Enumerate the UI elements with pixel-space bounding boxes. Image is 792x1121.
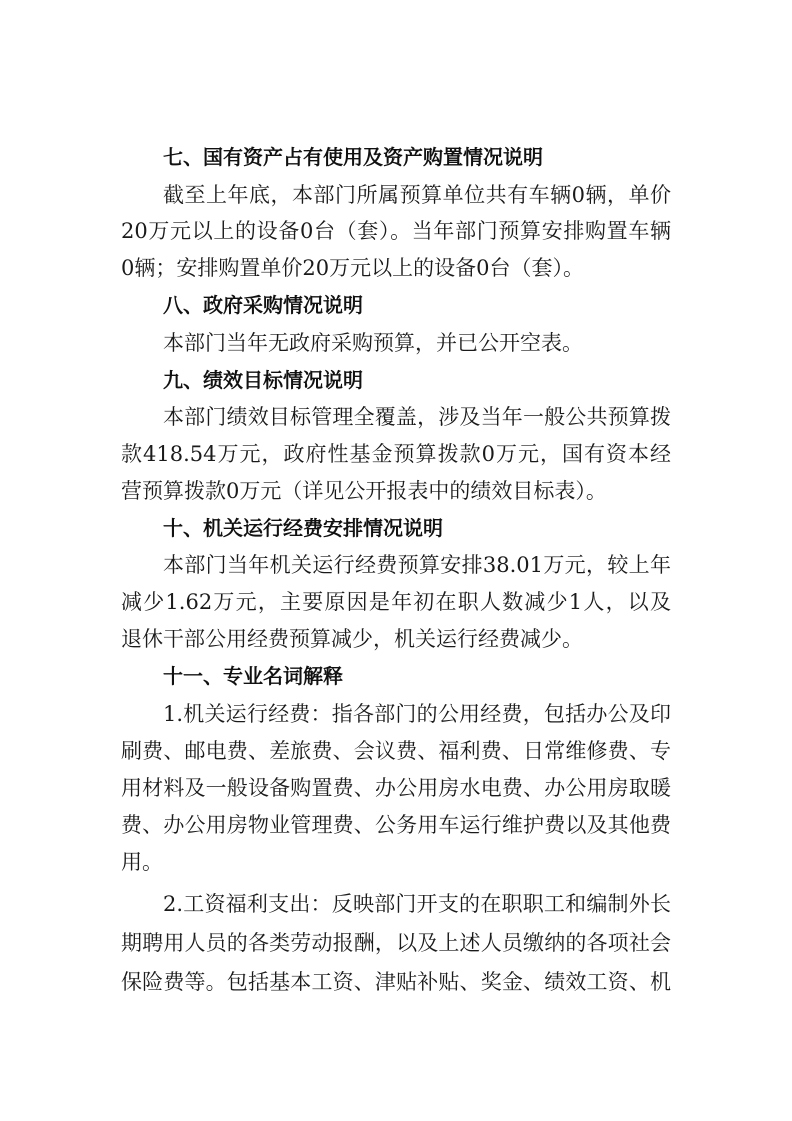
section-9-line-3: 营预算拨款0万元（详见公开报表中的绩效目标表）。 [121,479,607,503]
term-2-line-1: 2.工资福利支出：反映部门开支的在职职工和编制外长 [163,892,671,916]
section-11-heading: 十一、专业名词解释 [163,664,343,688]
section-8-heading: 八、政府采购情况说明 [163,293,363,317]
term-2-line-3: 保险费等。包括基本工资、津贴补贴、奖金、绩效工资、机 [121,970,671,994]
section-7-heading: 七、国有资产占有使用及资产购置情况说明 [163,145,543,169]
term-1-line-1: 1.机关运行经费：指各部门的公用经费，包括办公及印 [163,702,671,726]
term-1-line-2: 刷费、邮电费、差旅费、会议费、福利费、日常维修费、专 [121,739,671,763]
section-9-heading: 九、绩效目标情况说明 [163,368,363,392]
section-10-line-2: 减少1.62万元，主要原因是年初在职人数减少1人，以及 [121,590,671,614]
term-1-line-4: 费、办公用房物业管理费、公务用车运行维护费以及其他费 [121,813,671,837]
section-10-line-1: 本部门当年机关运行经费预算安排38.01万元，较上年 [163,553,671,577]
section-8-line-1: 本部门当年无政府采购预算，并已公开空表。 [163,331,583,355]
section-10-line-3: 退休干部公用经费预算减少，机关运行经费减少。 [121,627,583,651]
section-7-line-3: 0辆；安排购置单价20万元以上的设备0台（套）。 [121,256,584,280]
section-9-line-2: 款418.54万元，政府性基金预算拨款0万元，国有资本经 [121,442,671,466]
section-7-line-2: 20万元以上的设备0台（套）。当年部门预算安排购置车辆 [121,219,671,243]
section-9-line-1: 本部门绩效目标管理全覆盖，涉及当年一般公共预算拨 [163,405,671,429]
term-1-line-3: 用材料及一般设备购置费、办公用房水电费、办公用房取暖 [121,776,671,800]
term-2-line-2: 期聘用人员的各类劳动报酬，以及上述人员缴纳的各项社会 [121,931,671,955]
section-10-heading: 十、机关运行经费安排情况说明 [163,516,443,540]
section-7-line-1: 截至上年底，本部门所属预算单位共有车辆0辆，单价 [163,183,671,207]
term-1-line-5: 用。 [121,850,163,874]
